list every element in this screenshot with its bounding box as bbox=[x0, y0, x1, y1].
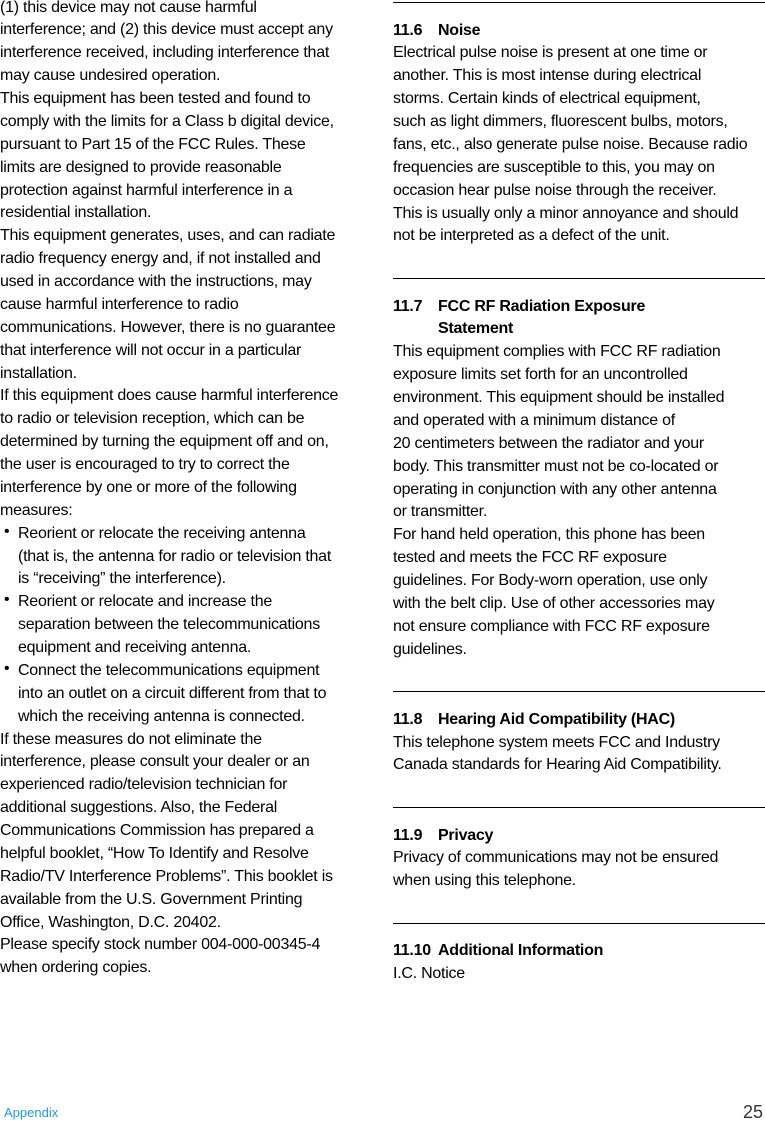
text-line: when using this telephone. bbox=[393, 872, 576, 890]
text-line: determined by turning the equipment off and on, bbox=[0, 433, 329, 451]
text-line: This is usually only a minor annoyance and should bbox=[393, 204, 739, 222]
section-number: 11.6 bbox=[393, 21, 423, 39]
text-line: that interference will not occur in a particular bbox=[0, 341, 302, 359]
text-line: such as light dimmers, fluorescent bulbs, motors, bbox=[393, 113, 728, 131]
bullet-item bbox=[0, 523, 372, 592]
section-title bbox=[438, 709, 675, 732]
text-line: Radio/TV Interference Problems”. This booklet is bbox=[0, 867, 333, 885]
section-title bbox=[438, 296, 645, 342]
text-line: Electrical pulse noise is present at one time or bbox=[393, 44, 708, 62]
text-line: Connect the telecommunications equipment bbox=[18, 661, 320, 679]
text-line: may cause undesired operation. bbox=[0, 67, 221, 85]
text-line: environment. This equipment should be installed bbox=[393, 389, 725, 407]
text-line: (that is, the antenna for radio or television that bbox=[18, 547, 332, 565]
paragraph bbox=[0, 385, 372, 522]
text-line: not ensure compliance with FCC RF exposure bbox=[393, 617, 710, 635]
text-line: If this equipment does cause harmful interference bbox=[0, 387, 339, 405]
text-line: guidelines. For Body-worn operation, use only bbox=[393, 572, 708, 590]
text-line: This telephone system meets FCC and Industry bbox=[393, 733, 720, 751]
text-line: residential installation. bbox=[0, 204, 152, 222]
text-line: to radio or television reception, which can be bbox=[0, 410, 305, 428]
text-line: (1) this device may not cause harmful bbox=[0, 0, 257, 16]
section-title bbox=[438, 825, 493, 848]
footer-section-label: Appendix bbox=[4, 1105, 59, 1120]
paragraph bbox=[0, 88, 372, 225]
text-line: This equipment has been tested and found to bbox=[0, 90, 311, 108]
section-heading bbox=[393, 709, 765, 732]
text-line: This equipment complies with FCC RF radiation bbox=[393, 343, 721, 361]
text-line: communications. However, there is no guarantee bbox=[0, 318, 336, 336]
text-line: is “receiving” the interference). bbox=[18, 570, 226, 588]
section bbox=[393, 2, 765, 248]
text-line: Please specify stock number 004-000-00345-4 bbox=[0, 936, 321, 954]
text-line: radio frequency energy and, if not installed and bbox=[0, 250, 321, 268]
text-line: fans, etc., also generate pulse noise. Because radio bbox=[393, 135, 748, 153]
left-column bbox=[0, 0, 372, 980]
text-line: Reorient or relocate and increase the bbox=[18, 593, 273, 611]
text-line: experienced radio/television technician for bbox=[0, 776, 288, 794]
section-heading bbox=[393, 940, 765, 963]
text-line: used in accordance with the instructions, may bbox=[0, 273, 312, 291]
section-title bbox=[438, 20, 480, 43]
text-line: exposure limits set forth for an uncontrolled bbox=[393, 366, 688, 384]
text-line: Privacy of communications may not be ensured bbox=[393, 849, 719, 867]
section-heading bbox=[393, 825, 765, 848]
text-line: Reorient or relocate the receiving antenna bbox=[18, 524, 306, 542]
paragraph bbox=[0, 934, 372, 980]
section bbox=[393, 807, 765, 893]
text-line: pursuant to Part 15 of the FCC Rules. These bbox=[0, 135, 306, 153]
text-line: operating in conjunction with any other antenna bbox=[393, 480, 717, 498]
text-line: interference; and (2) this device must accept any bbox=[0, 21, 333, 39]
section bbox=[393, 278, 765, 662]
text-line: This equipment generates, uses, and can radiate bbox=[0, 227, 336, 245]
text-line: Communications Commission has prepared a bbox=[0, 822, 314, 840]
text-line: interference by one or more of the following bbox=[0, 478, 297, 496]
paragraph bbox=[0, 0, 372, 88]
text-line: Office, Washington, D.C. 20402. bbox=[0, 913, 221, 931]
page-number: 25 bbox=[742, 1102, 763, 1122]
text-line: into an outlet on a circuit different from that to bbox=[18, 684, 327, 702]
section-title-line: Noise bbox=[438, 21, 481, 39]
bullet-item bbox=[0, 591, 372, 660]
text-line: another. This is most intense during electrical bbox=[393, 67, 702, 85]
section-title-line: Additional Information bbox=[438, 942, 604, 960]
text-line: I.C. Notice bbox=[393, 965, 465, 983]
section-heading bbox=[393, 20, 765, 43]
text-line: the user is encouraged to try to correct the bbox=[0, 456, 290, 474]
text-line: which the receiving antenna is connected. bbox=[18, 707, 305, 725]
text-line: separation between the telecommunications bbox=[18, 616, 320, 634]
section bbox=[393, 691, 765, 777]
text-line: interference received, including interference that bbox=[0, 44, 330, 62]
section-number: 11.7 bbox=[393, 297, 423, 315]
text-line: Canada standards for Hearing Aid Compatibility. bbox=[393, 756, 722, 774]
text-line: guidelines. bbox=[393, 640, 467, 658]
bullet-icon: • bbox=[4, 522, 10, 540]
text-line: body. This transmitter must not be co-located or bbox=[393, 457, 719, 475]
section-number: 11.8 bbox=[393, 710, 423, 728]
text-line: when ordering copies. bbox=[0, 959, 152, 977]
text-line: not be interpreted as a defect of the unit. bbox=[393, 227, 670, 245]
text-line: For hand held operation, this phone has been bbox=[393, 526, 705, 544]
text-line: If these measures do not eliminate the bbox=[0, 730, 262, 748]
text-line: comply with the limits for a Class b digital device, bbox=[0, 112, 334, 130]
text-line: 20 centimeters between the radiator and your bbox=[393, 434, 704, 452]
section bbox=[393, 923, 765, 986]
text-line: with the belt clip. Use of other accessories may bbox=[393, 594, 715, 612]
bullet-icon: • bbox=[4, 591, 10, 609]
text-line: interference, please consult your dealer or an bbox=[0, 753, 310, 771]
section-title bbox=[438, 940, 603, 963]
paragraph bbox=[0, 225, 372, 385]
text-line: limits are designed to provide reasonable bbox=[0, 158, 282, 176]
text-line: protection against harmful interference in a bbox=[0, 181, 293, 199]
text-line: installation. bbox=[0, 364, 77, 382]
text-line: or transmitter. bbox=[393, 503, 488, 521]
right-column bbox=[393, 2, 765, 1016]
text-line: and operated with a minimum distance of bbox=[393, 411, 675, 429]
bullet-icon: • bbox=[4, 659, 10, 677]
section-title-line: Privacy bbox=[438, 826, 494, 844]
text-line: cause harmful interference to radio bbox=[0, 295, 239, 313]
section-title-line: FCC RF Radiation Exposure bbox=[438, 297, 646, 315]
section-number: 11.9 bbox=[393, 826, 423, 844]
text-line: available from the U.S. Government Printing bbox=[0, 890, 303, 908]
section-number: 11.10 bbox=[393, 942, 431, 960]
paragraph bbox=[0, 729, 372, 935]
section-title-line: Statement bbox=[438, 320, 514, 338]
text-line: helpful booklet, “How To Identify and Resolve bbox=[0, 844, 309, 862]
text-line: storms. Certain kinds of electrical equipment, bbox=[393, 90, 701, 108]
text-line: additional suggestions. Also, the Federal bbox=[0, 799, 278, 817]
bullet-item bbox=[0, 660, 372, 729]
section-heading bbox=[393, 296, 765, 342]
text-line: frequencies are susceptible to this, you may on bbox=[393, 158, 715, 176]
text-line: occasion hear pulse noise through the receiver. bbox=[393, 181, 717, 199]
text-line: tested and meets the FCC RF exposure bbox=[393, 549, 667, 567]
section-title-line: Hearing Aid Compatibility (HAC) bbox=[438, 710, 675, 728]
text-line: measures: bbox=[0, 501, 73, 519]
text-line: equipment and receiving antenna. bbox=[18, 639, 252, 657]
